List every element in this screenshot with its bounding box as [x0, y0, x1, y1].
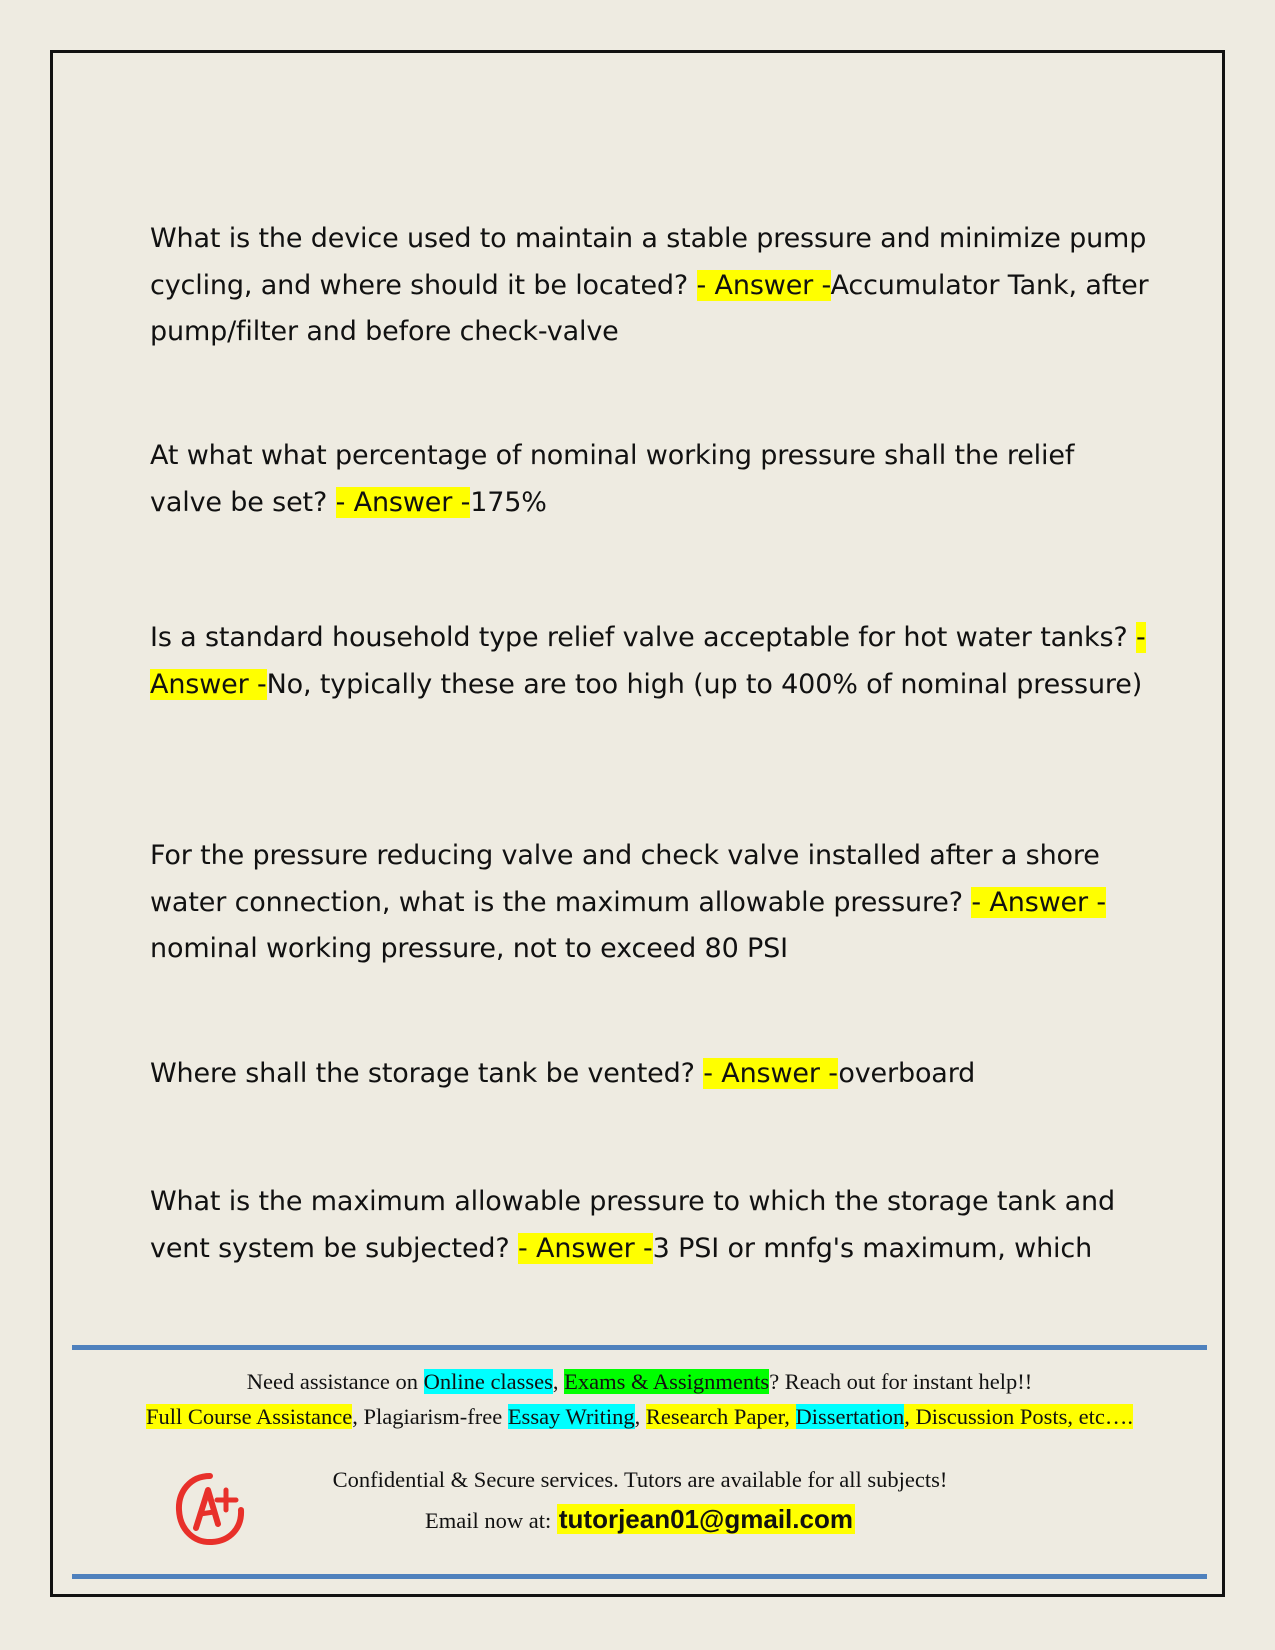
question-text: At what what percentage of nominal working pressure shall the relief valve be set? [150, 440, 1075, 518]
answer-text: 175% [470, 486, 547, 518]
footer-text: ? Reach out for instant help!! [769, 1369, 1033, 1394]
essay-writing-highlight: Essay Writing [507, 1404, 635, 1429]
qa-item [150, 1051, 1150, 1098]
footer-divider-top [72, 1345, 1207, 1350]
answer-text: nominal working pressure, not to exceed 80 PSI [150, 933, 788, 964]
footer-confidential-line: Confidential & Secure services. Tutors are available for all subjects! [332, 1467, 948, 1492]
exams-highlight: Exams & Assignments [564, 1369, 770, 1394]
answer-text: 3 PSI or mnfg's maximum, which [652, 1232, 1093, 1264]
qa-item [150, 833, 1150, 973]
online-classes-highlight: Online classes [423, 1369, 553, 1394]
answer-text: No, typically these are too high (up to 400% of nominal pressure) [266, 668, 1143, 700]
question-text: Is a standard household type relief valve acceptable for hot water tanks? [150, 622, 1137, 653]
answer-marker: - Answer - [518, 1232, 653, 1264]
question-text: Where shall the storage tank be vented? [150, 1058, 704, 1089]
answer-marker: - Answer - [150, 622, 1146, 700]
answer-marker: - Answer - [696, 269, 831, 301]
answer-marker: - Answer - [703, 1058, 839, 1089]
a-plus-logo-icon [172, 1470, 248, 1548]
answer-marker: - Answer - [335, 486, 471, 518]
footer-text: , [552, 1369, 565, 1394]
answer-text: Accumulator Tank, after pump/filter and before check-valve [150, 269, 1149, 347]
full-course-highlight: Full Course Assistance [145, 1404, 353, 1429]
discussion-posts-highlight: , Discussion Posts, etc…. [904, 1404, 1134, 1429]
research-paper-highlight: Research Paper, [645, 1404, 796, 1429]
question-text: What is the device used to maintain a stable pressure and minimize pump cycling, and where should it be located? [150, 223, 1147, 301]
question-text: What is the maximum allowable pressure to which the storage tank and vent system be subjected? [150, 1186, 1115, 1264]
footer-email-line [285, 1504, 995, 1535]
qa-item [150, 433, 1150, 526]
email-link[interactable]: tutorjean01@gmail.com [558, 1504, 853, 1534]
footer-services-line [72, 1404, 1207, 1430]
email-prefix: Email now at: [425, 1508, 557, 1533]
footer-text: , [634, 1404, 646, 1429]
qa-item [150, 216, 1150, 356]
footer-text: Need assistance on [246, 1369, 424, 1394]
footer-assistance-line [72, 1369, 1207, 1395]
footer-divider-bottom [72, 1574, 1207, 1579]
qa-item [150, 615, 1150, 708]
footer-text: , Plagiarism-free [352, 1404, 508, 1429]
answer-marker: - Answer - [971, 886, 1106, 918]
question-text: For the pressure reducing valve and check valve installed after a shore water connection, what is the maximum allowable pressure? [150, 840, 1100, 918]
answer-text: overboard [838, 1058, 976, 1089]
qa-item [150, 1179, 1150, 1272]
dissertation-highlight: Dissertation [795, 1404, 905, 1429]
